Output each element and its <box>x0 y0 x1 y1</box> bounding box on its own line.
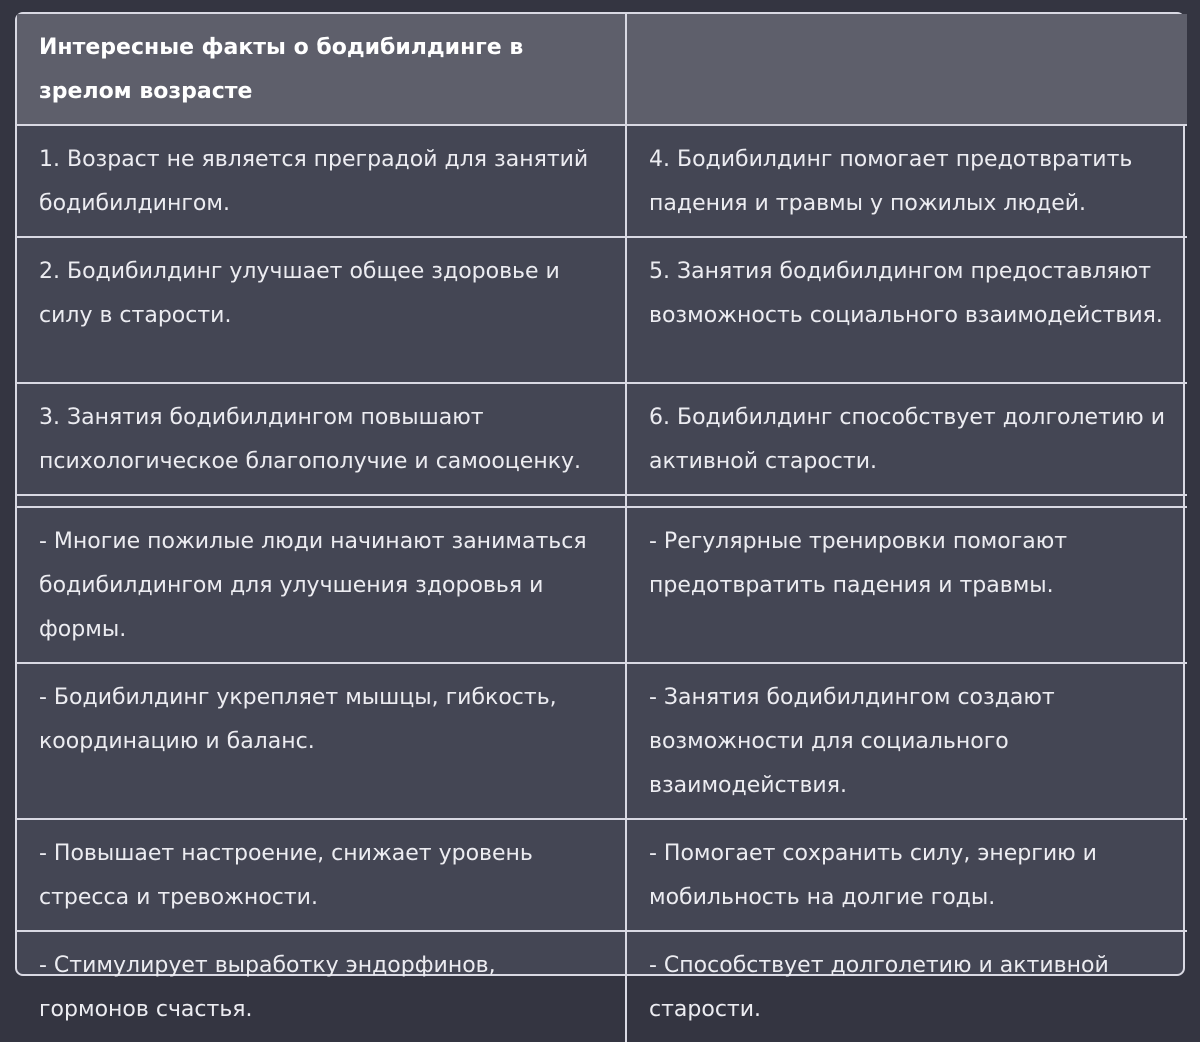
table-header-cell <box>626 14 1187 125</box>
table-row-empty <box>17 495 1187 507</box>
table-header-cell: Интересные факты о бодибилдинге в зрелом возрасте <box>17 14 626 125</box>
table-cell <box>626 495 1187 507</box>
table-row <box>17 663 1187 819</box>
table-row <box>17 507 1187 663</box>
table-row <box>17 383 1187 495</box>
table-cell: - Способствует долголетию и активной старости. <box>626 931 1187 1042</box>
table-row <box>17 125 1187 237</box>
table-cell: - Занятия бодибилдингом создают возможности для социального взаимодействия. <box>626 663 1187 819</box>
table-cell: - Стимулирует выработку эндорфинов, гормонов счастья. <box>17 931 626 1042</box>
table-row <box>17 931 1187 1042</box>
table-cell: - Регулярные тренировки помогают предотвратить падения и травмы. <box>626 507 1187 663</box>
facts-table <box>17 14 1187 1042</box>
table-cell <box>17 495 626 507</box>
table-cell: - Многие пожилые люди начинают заниматься бодибилдингом для улучшения здоровья и формы. <box>17 507 626 663</box>
table-cell: 2. Бодибилдинг улучшает общее здоровье и силу в старости. <box>17 237 626 383</box>
table-cell: - Помогает сохранить силу, энергию и мобильность на долгие годы. <box>626 819 1187 931</box>
facts-table-container <box>15 12 1185 1022</box>
table-cell: 4. Бодибилдинг помогает предотвратить падения и травмы у пожилых людей. <box>626 125 1187 237</box>
table-header-row <box>17 14 1187 125</box>
table-cell: 3. Занятия бодибилдингом повышают психологическое благополучие и самооценку. <box>17 383 626 495</box>
table-cell: 1. Возраст не является преградой для занятий бодибилдингом. <box>17 125 626 237</box>
table-cell: - Бодибилдинг укрепляет мышцы, гибкость, координацию и баланс. <box>17 663 626 819</box>
table-row <box>17 819 1187 931</box>
table-row <box>17 237 1187 383</box>
table-cell: 6. Бодибилдинг способствует долголетию и активной старости. <box>626 383 1187 495</box>
table-cell: 5. Занятия бодибилдингом предоставляют возможность социального взаимодействия. <box>626 237 1187 383</box>
table-cell: - Повышает настроение, снижает уровень стресса и тревожности. <box>17 819 626 931</box>
